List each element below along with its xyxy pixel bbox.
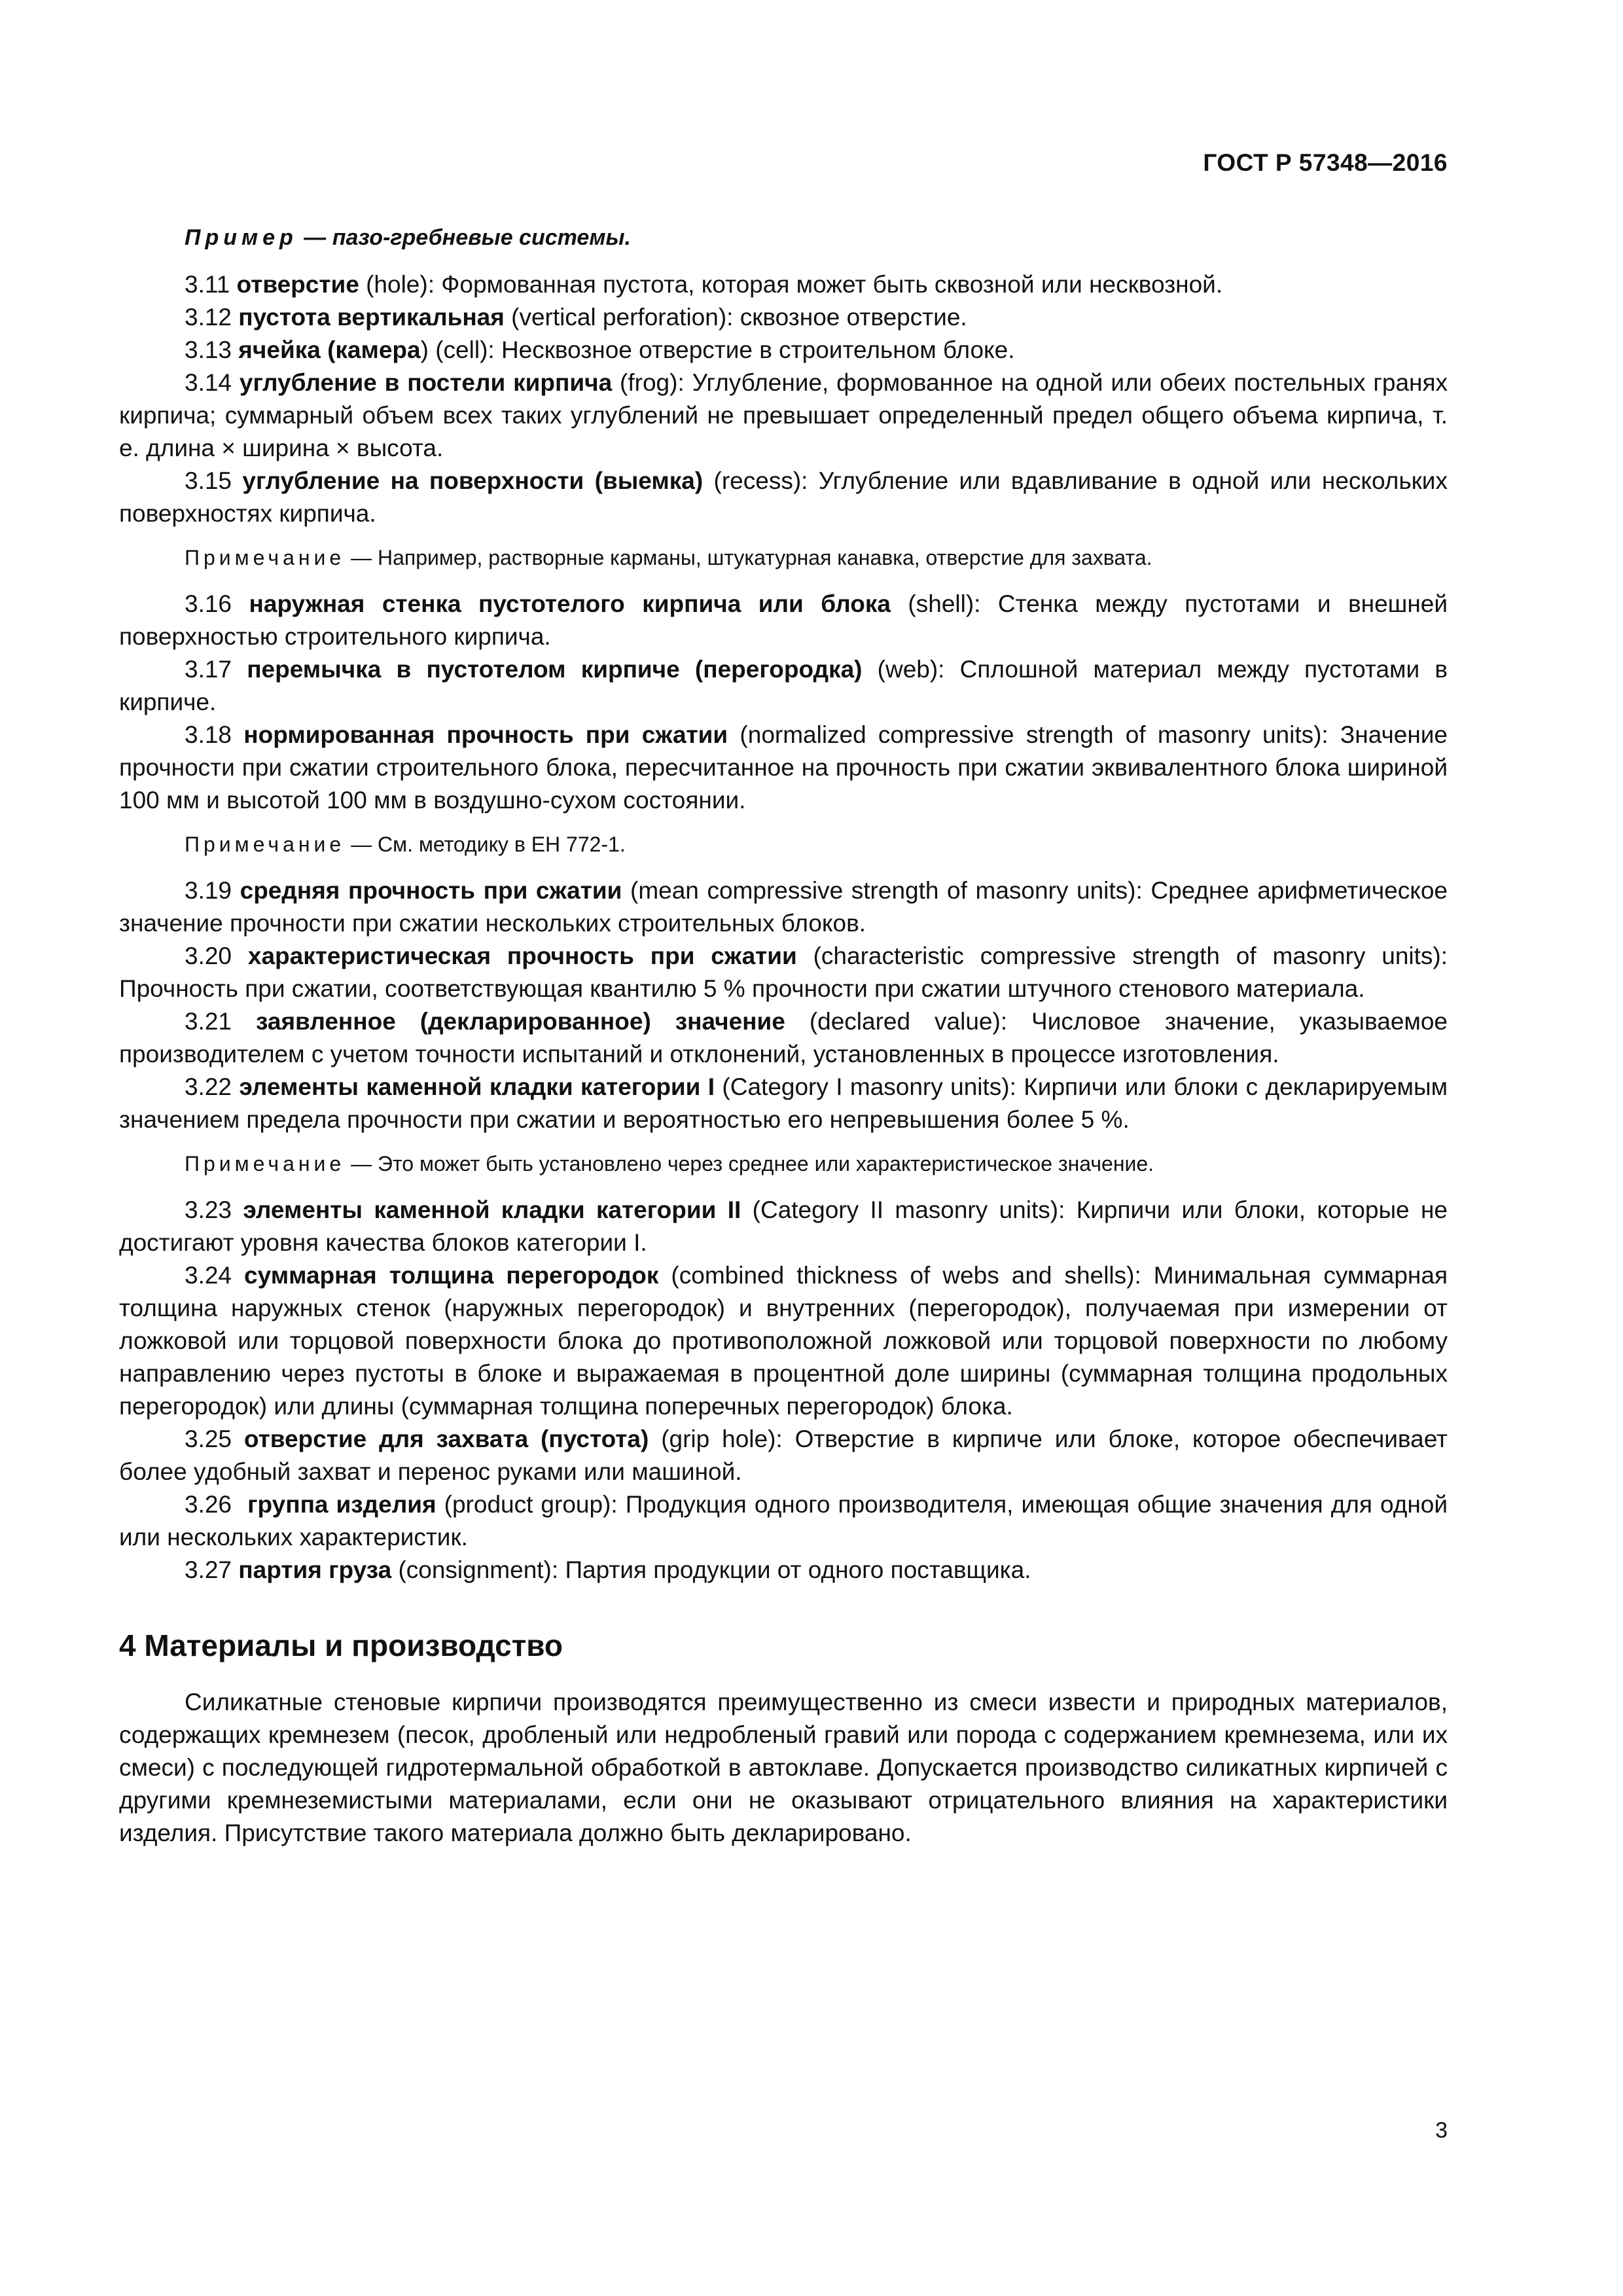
term-3-17: [119, 653, 1448, 719]
term-name: отверстие: [236, 271, 359, 298]
term-number: 3.17: [185, 656, 247, 683]
note-text: — Например, растворные карманы, штукатурная канавка, отверстие для захвата.: [345, 546, 1152, 569]
example-text: — пазо-гребневые системы.: [297, 225, 631, 250]
term-number: 3.13: [185, 336, 239, 363]
term-name: элементы каменной кладки категории II: [243, 1196, 741, 1223]
term-3-22: [119, 1071, 1448, 1136]
term-name: наружная стенка пустотелого кирпича или блока: [249, 590, 891, 617]
page-content: [119, 223, 1448, 1850]
term-name: ячейка (камера: [238, 336, 421, 363]
term-3-21: [119, 1005, 1448, 1071]
term-definition: (product group): Продукция одного производителя, имеющая общие значения для одной или нескольких характеристик.: [119, 1491, 1448, 1551]
note-label: Примечание: [185, 546, 346, 569]
term-3-18: [119, 719, 1448, 817]
term-3-27: [119, 1554, 1448, 1587]
term-definition: (Category II masonry units): Кирпичи или блоки, которые не достигают уровня качества блоков категории I.: [119, 1196, 1448, 1256]
term-definition: (hole): Формованная пустота, которая может быть сквозной или несквозной.: [359, 271, 1223, 298]
term-definition: (web): Сплошной материал между пустотами в кирпиче.: [119, 656, 1448, 715]
term-3-13: [119, 334, 1448, 367]
term-3-20: [119, 940, 1448, 1005]
term-definition: (grip hole): Отверстие в кирпиче или блоке, которое обеспечивает более удобный захват и перенос руками или машиной.: [119, 1426, 1448, 1485]
term-3-16: [119, 588, 1448, 653]
term-definition: (combined thickness of webs and shells): Минимальная суммарная толщина наружных стенок (наружных перегородок) и внутренних (перегородок), получаемая при измерении от ложковой или торцовой поверхности блока до противоположной ложковой или торцовой поверхности по любому направлению через пустоты в блоке и выражаемая в процентной доле ширины (суммарная толщина продольных перегородок) или длины (суммарная толщина поперечных перегородок) блока.: [119, 1262, 1448, 1420]
note-label: Примечание: [185, 1152, 346, 1175]
example-line: [119, 223, 1448, 253]
term-number: 3.23: [185, 1196, 243, 1223]
term-definition: (Category I masonry units): Кирпичи или блоки с декларируемым значением предела прочности при сжатии и вероятностью его непревышения более 5 %.: [119, 1073, 1448, 1133]
term-name: углубление на поверхности (выемка): [242, 467, 704, 494]
term-name: пустота вертикальная: [238, 304, 505, 331]
term-definition: (recess): Углубление или вдавливание в одной или нескольких поверхностях кирпича.: [119, 467, 1448, 527]
term-name: группа изделия: [247, 1491, 437, 1518]
term-name: характеристическая прочность при сжатии: [247, 942, 797, 969]
term-3-15: [119, 465, 1448, 530]
term-number: 3.22: [185, 1073, 240, 1100]
term-number: 3.18: [185, 721, 244, 748]
term-number: 3.27: [185, 1556, 239, 1583]
term-3-24: [119, 1259, 1448, 1423]
term-name: перемычка в пустотелом кирпиче (перегородка): [247, 656, 863, 683]
term-number: 3.20: [185, 942, 248, 969]
document-code: ГОСТ Р 57348—2016: [1203, 149, 1448, 176]
term-name: средняя прочность при сжатии: [240, 877, 622, 904]
term-3-25: [119, 1423, 1448, 1488]
term-name: партия груза: [238, 1556, 392, 1583]
term-definition: (declared value): Числовое значение, указываемое производителем с учетом точности испытаний и отклонений, установленных в процессе изготовления.: [119, 1008, 1448, 1067]
term-3-14: [119, 367, 1448, 465]
term-number: 3.25: [185, 1426, 244, 1452]
term-3-26: [119, 1488, 1448, 1554]
term-number: 3.16: [185, 590, 249, 617]
term-number: 3.24: [185, 1262, 245, 1289]
term-definition: (shell): Стенка между пустотами и внешней поверхностью строительного кирпича.: [119, 590, 1448, 650]
note-text: — Это может быть установлено через среднее или характеристическое значение.: [345, 1152, 1154, 1175]
term-3-12: [119, 301, 1448, 334]
term-number: 3.19: [185, 877, 240, 904]
page-number: 3: [1435, 2118, 1448, 2143]
term-definition: ) (cell): Несквозное отверстие в строительном блоке.: [420, 336, 1015, 363]
term-3-19: [119, 874, 1448, 940]
note-text: — См. методику в ЕН 772-1.: [345, 833, 626, 856]
note-label: Примечание: [185, 833, 346, 856]
term-definition: (consignment): Партия продукции от одного поставщика.: [391, 1556, 1031, 1583]
term-name: отверстие для захвата (пустота): [243, 1426, 649, 1452]
term-name: углубление в постели кирпича: [239, 369, 613, 396]
term-definition: (vertical perforation): сквозное отверстие.: [504, 304, 967, 331]
term-name: элементы каменной кладки категории I: [239, 1073, 715, 1100]
section-heading: 4 Материалы и производство: [119, 1628, 563, 1662]
term-3-23: [119, 1194, 1448, 1259]
term-number: 3.14: [185, 369, 240, 396]
section-paragraph: Силикатные стеновые кирпичи производятся преимущественно из смеси извести и природных материалов, содержащих кремнезем (песок, дробленый или недробленый гравий или порода с содержанием кремнезема, или их смеси) с последующей гидротермальной обработкой в автоклаве. Допускается производство силикатных кирпичей с другими кремнеземистыми материалами, если они не оказывают отрицательного влияния на характеристики изделия. Присутствие такого материала должно быть декларировано.: [119, 1689, 1448, 1846]
term-number: 3.11: [185, 271, 237, 298]
term-definition: (frog): Углубление, формованное на одной или обеих постельных гранях кирпича; суммарный объем всех таких углублений не превышает определенный предел общего объема кирпича, т. е. длина × ширина × высота.: [119, 369, 1448, 461]
note-1: [119, 543, 1448, 572]
term-name: заявленное (декларированное) значение: [255, 1008, 785, 1035]
term-3-11: [119, 268, 1448, 301]
term-definition: (normalized compressive strength of masonry units): Значение прочности при сжатии строительного блока, пересчитанное на прочность при сжатии эквивалентного блока шириной 100 мм и высотой 100 мм в воздушно-сухом состоянии.: [119, 721, 1448, 814]
term-name: нормированная прочность при сжатии: [243, 721, 728, 748]
term-number: 3.12: [185, 304, 239, 331]
term-number: 3.15: [185, 467, 243, 494]
term-number: 3.26: [185, 1491, 248, 1518]
note-3: [119, 1149, 1448, 1178]
term-number: 3.21: [185, 1008, 256, 1035]
term-definition: (characteristic compressive strength of masonry units): Прочность при сжатии, соответствующая квантилю 5 % прочности при сжатии штучного стенового материала.: [119, 942, 1448, 1002]
term-name: суммарная толщина перегородок: [244, 1262, 659, 1289]
term-definition: (mean compressive strength of masonry units): Среднее арифметическое значение прочности при сжатии нескольких строительных блоков.: [119, 877, 1448, 937]
example-label: Пример: [185, 225, 298, 250]
note-2: [119, 830, 1448, 859]
